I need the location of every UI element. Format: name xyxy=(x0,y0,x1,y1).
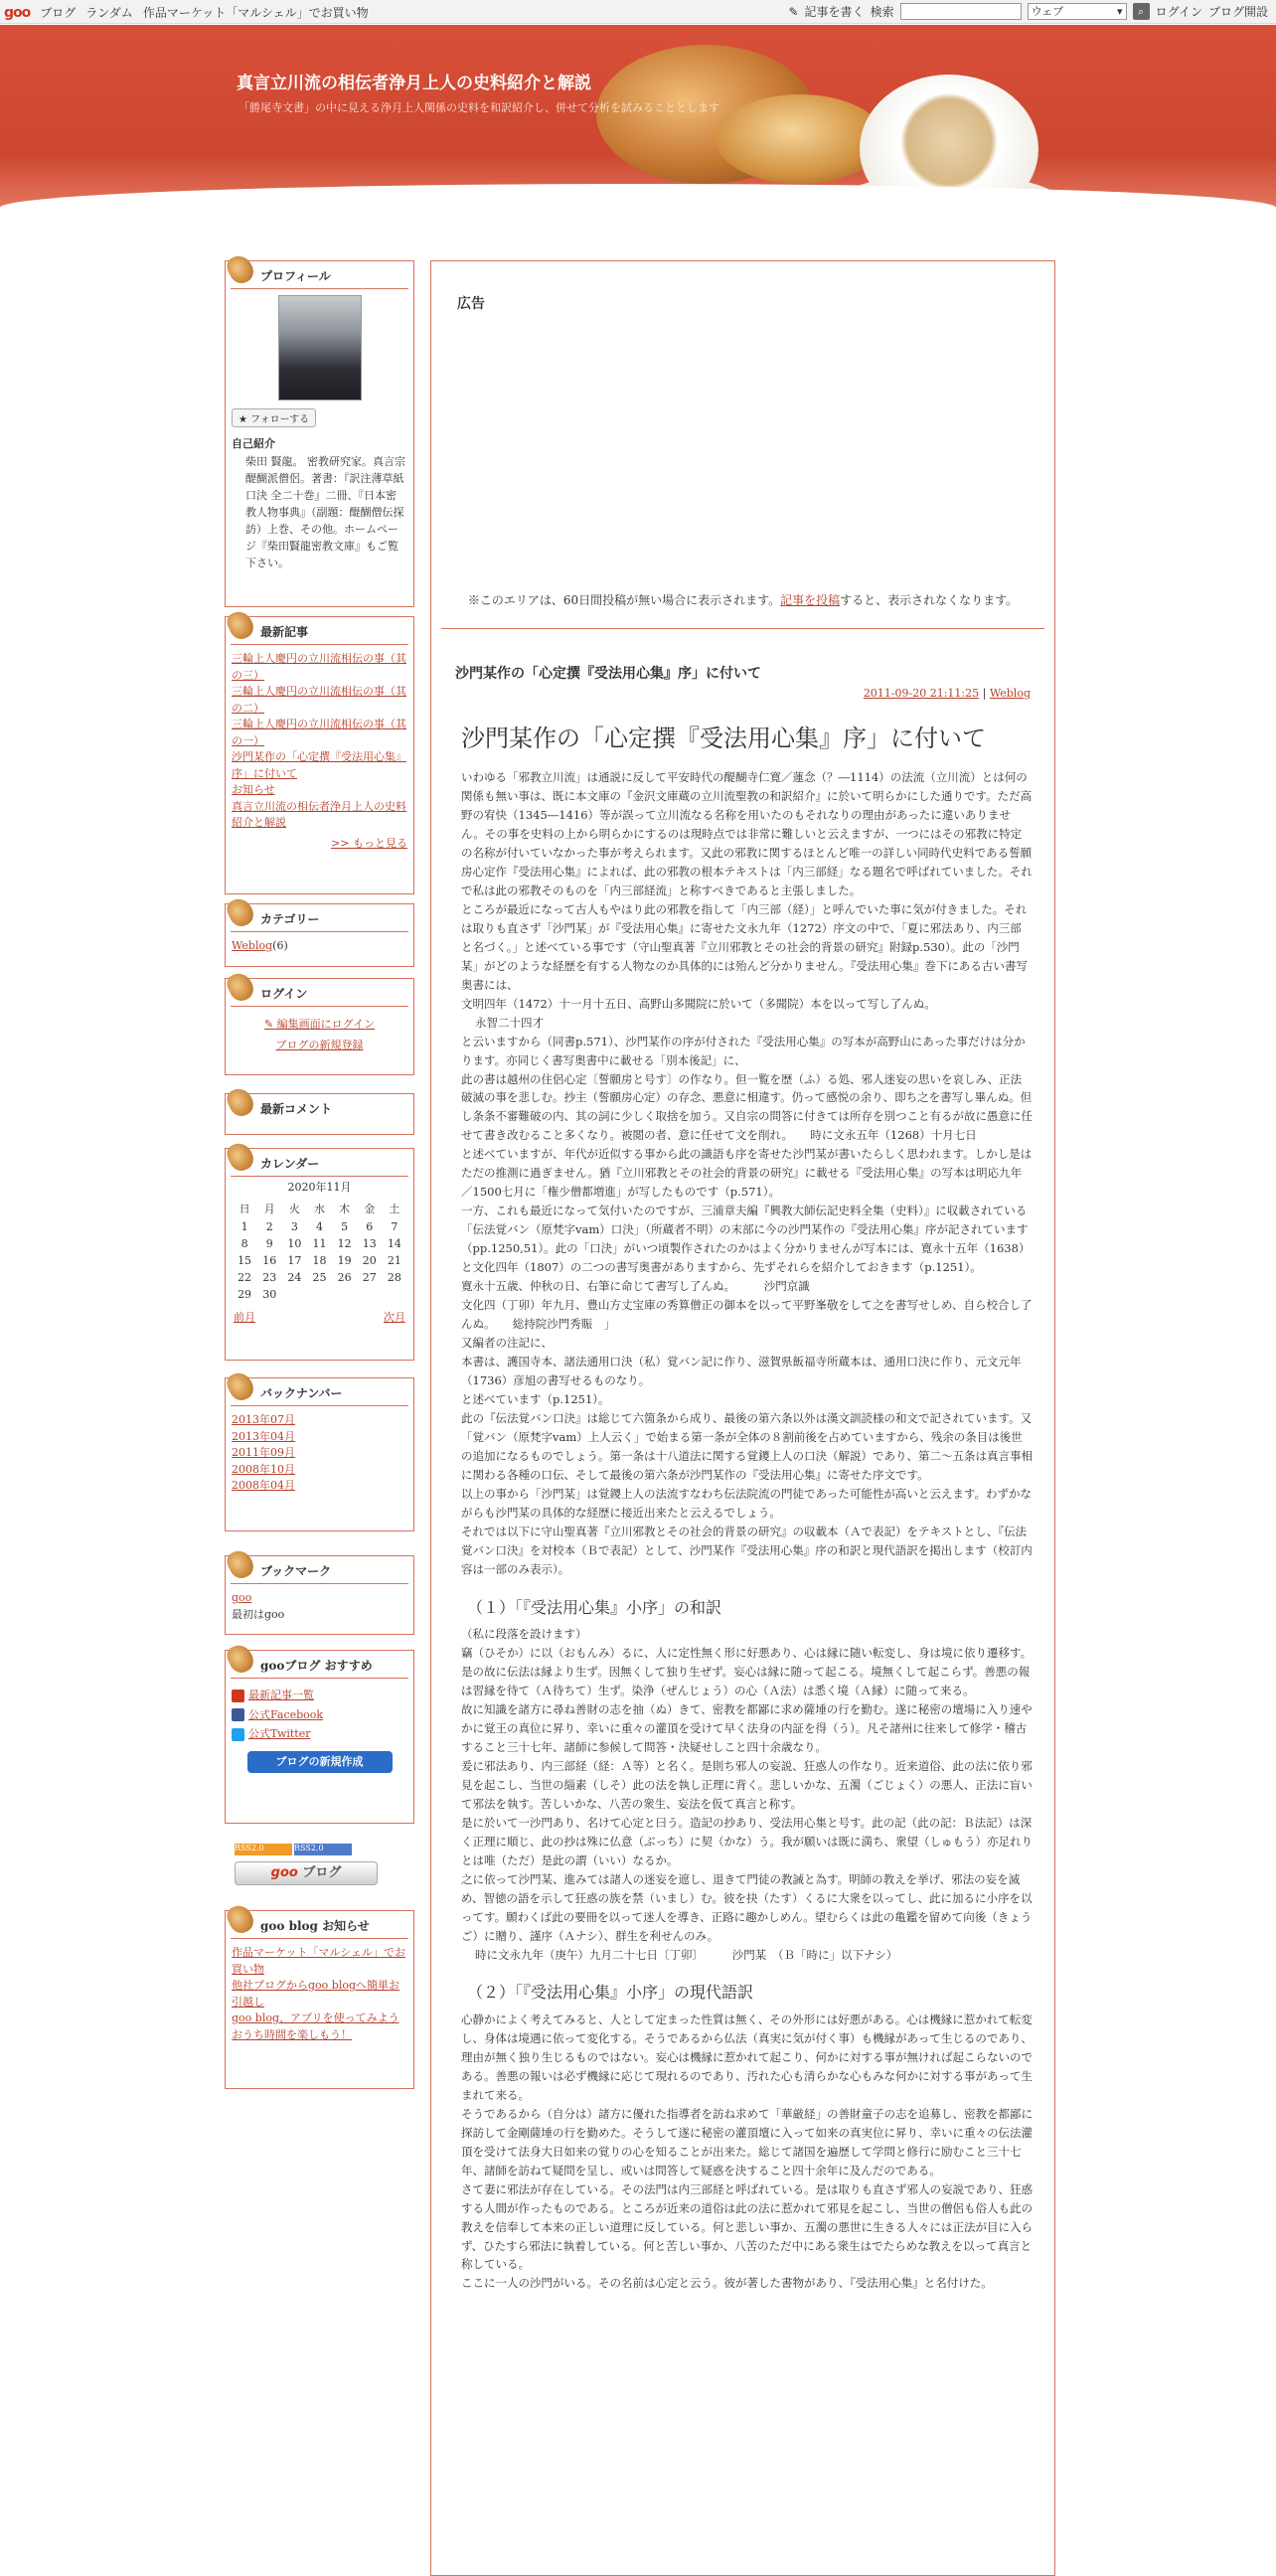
paragraph: いわゆる「邪教立川流」は通説に反して平安時代の醍醐寺仁寛／蓮念（？―1114）の法流（立川流）とは何の関係も無い事は、既に本文庫の『金沢文庫蔵の立川流聖教の和訳紹介』に於いて明らかにした通りです。ただ高野の宥快（1345―1416）等が誤って立川流なる名称を用いたのもそれなりの理由があったに違いありません。その事を史料の上から明らかにするのは現時点では非常に難しいと云えますが、一つにはその邪教に特定の名称が付いていなかった事が考えられます。又此の邪教に関するほとんど唯一の詳しい同時代史料である誓願房心定作『受法用心集』によれば、此の邪教の根本テキストは「内三部経」なる題名で呼ばれていました。それで私は此の邪教そのものを「内三部経流」と称すべきであると主張しました。 xyxy=(461,770,1033,897)
goo-logo[interactable]: goo xyxy=(4,4,31,21)
blog-description: 「勝尾寺文書」の中に見える浄月上人関係の史料を和訳紹介し、併せて分析を試みることとします xyxy=(239,101,719,114)
recent-post-link[interactable]: 沙門某作の「心定撰『受法用心集』序」に付いて xyxy=(232,750,406,780)
paragraph: ところが最近になって古人もやはり此の邪教を指して「内三部（経）」と呼んでいた事に気が付きました。それは取りも直さず「沙門某」が『受法用心集』に寄せた文永九年（1272）序文の中で、「夏に邪法あり、内三部と名づく。」と述べている事です（守山聖真著『立川邪教とその社会的背景の研究』附録p.530）。此の「沙門某」がどのような経歴を有する人物なのか具体的には殆んど分かりません。『受法用心集』巻下にある古い書写奥書には、 xyxy=(461,901,1028,992)
paragraph: そうであるから（自分は）諸方に優れた指導者を訪ね求めて「華厳経」の善財童子の志を追募し、密教を都鄙に探訪して金剛薩埵の行を勤めた。そうして遂に秘密の灌頂壇に入って如来の真実位に昇り、幸いに重々の伝法灌頂を受けて法身大日如来の覚りの心を知ることが出来た。総じて諸国を遍歴して学問と修行に励むこと三十七年、諸師を訪ねて疑問を呈し、或いは問答して疑惑を決すること四十余年に及んだのである。 xyxy=(461,2106,1033,2177)
post-article-link[interactable]: 記事を投稿 xyxy=(780,593,841,607)
weekday: 土 xyxy=(389,1203,400,1215)
calendar-day xyxy=(382,1286,406,1303)
bread-icon xyxy=(224,251,257,287)
category-widget xyxy=(225,903,414,967)
profile-photo[interactable] xyxy=(278,295,362,401)
search-icon: ⌕ xyxy=(1137,5,1145,18)
backnumber-link[interactable]: 2013年07月 xyxy=(232,1413,295,1426)
paragraph: 之に依って沙門某、進みては諸人の迷妄を遮し、退きて門徒の教誡と為す。明師の教えを挙げ、邪法の妄を滅め、智徳の語を示して狂惑の族を禁（いまし）む。彼を抉（たす）くるに大衆を以ってし、此に加るに小序を以ってす。願わくば此の要冊を以って迷人を導き、正路に趣かしめん。望むらくは此の亀鑑を留めて向後（きょうご）に贈り、謹序（Ａナシ）、群生を利せんのみ。 xyxy=(461,1871,1033,1943)
paragraph: 故に知識を諸方に尋ね善財の志を抽（ぬ）きて、密教を都鄙に求め薩埵の行を勤む。遂に秘密の壇場に入り速やかに覚王の真位に昇り、幸いに重々の灌頂を受けて早く法身の内証を得（う）。凡そ諸州に往来して修学・稽古すること三十七年、諸師に参候して問答・決疑せしこと四十余歳なり。 xyxy=(461,1701,1033,1754)
calendar-next-link[interactable]: 次月 xyxy=(384,1311,405,1324)
calendar-day: 13 xyxy=(362,1237,377,1250)
main-content xyxy=(430,260,1055,2576)
calendar-day: 20 xyxy=(362,1254,377,1267)
calendar-day: 18 xyxy=(312,1254,327,1267)
section-heading: （１）「『受法用心集』小序」の和訳 xyxy=(467,1597,722,1617)
search-button[interactable] xyxy=(1133,3,1150,20)
profile-widget xyxy=(225,260,414,607)
ad-area xyxy=(441,271,1044,629)
weekday: 月 xyxy=(263,1203,275,1215)
paragraph: 寛永十五歳、仲秋の日、右筆に命じて書写し了んぬ。 沙門京識 xyxy=(461,1279,810,1294)
info-link[interactable]: goo blog、アプリを使ってみよう xyxy=(232,2012,399,2024)
rss-badge[interactable]: RSS2.0 xyxy=(235,1844,292,1855)
widget-heading: 最新コメント xyxy=(231,1094,408,1121)
news-icon xyxy=(232,1690,244,1702)
weekday: 水 xyxy=(313,1203,325,1215)
paragraph: 文明四年（1472）十一月十五日、高野山多聞院に於いて（多聞院）本を以って写し了んぬ。 xyxy=(461,996,936,1011)
header-bread-image-2 xyxy=(716,94,884,184)
section-heading: （２）「『受法用心集』小序」の現代語訳 xyxy=(467,1983,754,2003)
info-link[interactable]: 他社ブログからgoo blogへ簡単お引越し xyxy=(232,1979,400,2009)
recent-post-link[interactable]: お知らせ xyxy=(232,783,275,796)
calendar-weekdays xyxy=(233,1199,407,1218)
backnumber-link[interactable]: 2013年04月 xyxy=(232,1429,295,1443)
header-wave xyxy=(0,184,1276,209)
calendar-day: 2 xyxy=(265,1220,273,1233)
topbar-link-blog[interactable]: ブログ xyxy=(40,6,77,20)
category-link[interactable]: Weblog(6) xyxy=(232,939,288,952)
calendar-widget xyxy=(225,1148,414,1361)
calendar-day: 15 xyxy=(238,1254,252,1267)
paragraph: と述べています（p.1251）。 xyxy=(461,1391,610,1406)
bread-icon xyxy=(224,1368,257,1404)
calendar-day: 8 xyxy=(240,1237,248,1250)
login-widget xyxy=(225,978,414,1075)
calendar-prev-link[interactable]: 前月 xyxy=(234,1311,255,1324)
calendar-week xyxy=(233,1235,407,1252)
calendar-week xyxy=(233,1286,407,1303)
info-link[interactable]: おうち時間を楽しもう！ xyxy=(232,2027,352,2041)
widget-heading: プロフィール xyxy=(231,261,408,289)
calendar-day: 24 xyxy=(287,1271,302,1284)
latest-articles-link[interactable]: 最新記事一覧 xyxy=(248,1689,314,1701)
paragraph: 心静かによく考えてみると、人として定まった性質は無く、その外形には好悪がある。心は機縁に惹かれて転変し、身体は境遇に依って変化する。そうであるから仏法（真実に気が付く事）も機縁があって生じるのであり、理由が無く独り生じるものではない。妄心は機縁に惹かれて起こり、何かに対する事が無ければ起こらないのである。善悪の報いは必ず機縁に応じて現れるのであり、汚れた心も清らかな心もみな何かに対する事があって生まれて来る。 xyxy=(461,2012,1033,2102)
follow-button[interactable]: ★ フォローする xyxy=(232,408,316,427)
edit-login-link[interactable]: ✎ 編集画面にログイン xyxy=(263,1018,376,1031)
intro-text: 柴田 賢龍。 密教研究家。真言宗醍醐派僧侶。著書：『訳注薄草紙口決 全二十巻』二冊、『日本密教人物事典』（副題：醍醐僧伝探訪）上巻、その他。ホームページ『柴田賢龍密教文庫』もご覧下さい。 xyxy=(245,455,405,570)
goo-blog-badge[interactable]: goo ブログ xyxy=(235,1861,378,1885)
open-blog-link[interactable]: ブログ開設 xyxy=(1207,5,1268,19)
paragraph: 本書は、護国寺本、諸法通用口決（私）覚バン記に作り、滋賀県飯福寺所蔵本は、通用口決に作り、元文元年（1736）彦旭の書写せるものなり。 xyxy=(461,1355,1022,1387)
paragraph: 時に文永九年（庚午）九月二十七日〔丁卯〕 沙門某 （Ｂ「時に」以下ナシ） xyxy=(475,1947,898,1962)
top-bar xyxy=(0,0,1276,24)
calendar-table xyxy=(233,1199,407,1303)
paragraph: と述べていますが、年代が近似する事から此の識語も序を寄せた沙門某が書いたらしく思われます。しかし是はただの推測に過ぎません。猶『立川邪教とその社会的背景の研究』に載せる『受法用心集』の写本は明応九年／1500七月に「権少僧都増進」が写したものです（p.571）。 xyxy=(461,1147,1033,1200)
pencil-icon: ✎ xyxy=(263,1018,277,1031)
badges xyxy=(235,1844,394,1891)
recent-post-link[interactable]: 三輪上人慶円の立川流相伝の事（其の一） xyxy=(232,718,406,747)
calendar-day: 19 xyxy=(337,1254,352,1267)
topbar-link-random[interactable]: ランダム xyxy=(85,6,133,20)
calendar-day: 5 xyxy=(341,1220,349,1233)
goo-info-widget xyxy=(225,1910,414,2089)
bookmark-widget xyxy=(225,1555,414,1635)
search-scope-select[interactable]: ウェブ ▾ xyxy=(1028,3,1127,20)
widget-heading: goo blog お知らせ xyxy=(231,1911,408,1939)
entry-meta: 2011-09-20 21:11:25 | Weblog xyxy=(863,687,1031,700)
widget-heading: バックナンバー xyxy=(231,1378,408,1406)
weekday: 日 xyxy=(239,1203,250,1215)
recent-posts-widget xyxy=(225,616,414,894)
weekday: 火 xyxy=(288,1203,300,1215)
calendar-day: 6 xyxy=(366,1220,374,1233)
calendar-day: 16 xyxy=(262,1254,277,1267)
paragraph: 又編者の注記に、 xyxy=(461,1336,553,1351)
paragraph: と云いますから（同書p.571）、沙門某作の序が付された『受法用心集』の写本が高野山にあった事だけは分かります。亦同じく書写奥書中に載せる「別本後記」に、 xyxy=(461,1034,1026,1067)
calendar-day: 7 xyxy=(391,1220,399,1233)
paragraph: さて妻に邪法が存在している。その法門は内三部経と呼ばれている。是は取りも直さず邪人の妄説であり、狂惑する人間が作ったものである。ところが近来の道俗は此の法に惹かれて邪見を起こし、当世の僧侶も俗人も此の教えを信奉して本来の正しい道理に反している。何と悲しい事か、五濁の悪世に生きる人々には正法が目に入らず、ひたすら邪法に執着している。何と苦しい事か、八苦のただ中にある衆生はでたらめな教えを以って真言と称している。 xyxy=(461,2181,1033,2272)
paragraph: 此の『伝法覚バン口決』は総じて六箇条から成り、最後の第六条以外は漢文訓読様の和文で記されています。又「覚バン（原梵字vam）上人云く」で始まる第一条が全体の８割前後を占めていますから、残余の条目は後世の追加になるものでしょう。第一条は十八道法に関する覚鑁上人の口決（解説）であり、第二～五条は真言事相に関わる各種の口伝、そして最後の第六条が沙門某作の『受法用心集』に寄せた序文です。 xyxy=(461,1410,1033,1482)
calendar-week xyxy=(233,1269,407,1286)
calendar-day: 21 xyxy=(387,1254,401,1267)
widget-heading: gooブログ おすすめ xyxy=(231,1651,408,1679)
star-icon: ★ xyxy=(239,414,247,425)
entry-body xyxy=(461,768,1033,2293)
recent-comments-widget xyxy=(225,1093,414,1135)
widget-heading: 最新記事 xyxy=(231,617,408,645)
topbar-link-market[interactable]: 作品マーケット「マルシェル」でお買い物 xyxy=(142,6,369,20)
blog-title[interactable]: 真言立川流の相伝者浄月上人の史料紹介と解説 xyxy=(237,74,591,93)
search-input[interactable] xyxy=(900,3,1022,20)
paragraph: （私に段落を設けます） xyxy=(461,1627,587,1642)
entry-heading: 沙門某作の「心定撰『受法用心集』序」に付いて xyxy=(461,724,986,752)
paragraph: 爰に邪法あり、内三部経（経：Ａ等）と名く。是則ち邪人の妄説、狂惑人の作なり。近来道俗、此の法に依り邪見を起こし、当世の緇素（しそ）此の法を執し正理に背く。悲しいかな、五濁（ごじょく）の悪人、正法に盲いて邪法を執す。苦しいかな、八苦の衆生、妄法を仮て真言と称す。 xyxy=(461,1758,1033,1811)
calendar-caption: 2020年11月 xyxy=(287,1181,352,1194)
calendar-day: 29 xyxy=(238,1288,252,1301)
bread-icon xyxy=(224,969,257,1005)
calendar-day: 9 xyxy=(265,1237,273,1250)
calendar-week xyxy=(233,1218,407,1235)
bread-icon xyxy=(224,1901,257,1937)
backnumber-link[interactable]: 2008年04月 xyxy=(232,1479,295,1492)
recommend-item xyxy=(232,1726,407,1743)
calendar-day: 4 xyxy=(315,1220,323,1233)
paragraph: ここに一人の沙門がいる。その名前は心定と云う。彼が著した書物があり、『受法用心集』と名付けた。 xyxy=(461,2276,993,2291)
widget-heading: ブックマーク xyxy=(231,1556,408,1584)
calendar-day: 22 xyxy=(238,1271,252,1284)
paragraph: 永智二十四才 xyxy=(475,1015,544,1030)
twitter-icon xyxy=(232,1728,244,1741)
facebook-icon xyxy=(232,1708,244,1721)
recent-post-link[interactable]: 真言立川流の相伝者浄月上人の史料紹介と解説 xyxy=(232,799,406,829)
intro-heading: 自己紹介 xyxy=(232,437,275,450)
paragraph: 是に於いて一沙門あり、名けて心定と曰う。造記の抄あり、受法用心集と号す。此の記（此の記：Ｂ法記）は深く正理に順じ、此の抄は殊に仏意（ぶっち）に契（かな）う。我が願いは既に満ち、衆望（しゅもう）亦足れりとは唯（ただ）是此の謂（いい）なるか。 xyxy=(461,1815,1033,1867)
backnumber-link[interactable]: 2011年09月 xyxy=(232,1446,295,1459)
bookmark-description: 最初はgoo xyxy=(232,1607,285,1621)
calendar-day: 12 xyxy=(337,1237,352,1250)
ad-title: 広告 xyxy=(457,296,485,312)
calendar-day: 11 xyxy=(312,1237,327,1250)
recent-post-link[interactable]: 三輪上人慶円の立川流相伝の事（其の三） xyxy=(232,652,406,682)
new-blog-link[interactable]: ブログの新規登録 xyxy=(275,1038,364,1051)
widget-heading: ログイン xyxy=(231,979,408,1007)
widget-heading: カレンダー xyxy=(231,1149,408,1177)
calendar-day: 27 xyxy=(362,1271,377,1284)
calendar-day: 10 xyxy=(287,1237,302,1250)
calendar-day xyxy=(357,1286,382,1303)
paragraph: それでは以下に守山聖真著『立川邪教とその社会的背景の研究』の収載本（Ａで表記）をテキストとし、『伝法覚バン口決』を対校本（Ｂで表記）として、沙門某作『受法用心集』序の和訳と現代語訳を掲出します（校訂内容は一部のみ表示）。 xyxy=(461,1524,1033,1576)
bread-icon xyxy=(224,894,257,930)
bread-icon xyxy=(224,607,257,643)
category-count: (6) xyxy=(272,939,288,952)
calendar-day: 3 xyxy=(290,1220,298,1233)
recommend-item xyxy=(232,1707,407,1724)
calendar-day xyxy=(307,1286,332,1303)
facebook-link[interactable]: 公式Facebook xyxy=(248,1707,324,1721)
calendar-day: 17 xyxy=(287,1254,302,1267)
calendar-day: 30 xyxy=(262,1288,277,1301)
calendar-day: 14 xyxy=(387,1237,401,1250)
entry-datetime-link[interactable]: 2011-09-20 21:11:25 xyxy=(863,687,980,700)
create-blog-button[interactable]: ブログの新規作成 xyxy=(247,1751,393,1774)
paragraph: 以上の事から「沙門某」は覚鑁上人の法流すなわち伝法院流の門徒であった可能性が高いと云えます。わずかながらも沙門某の具体的な経歴に接近出来たと云えるでしょう。 xyxy=(461,1486,1032,1520)
bread-icon xyxy=(224,1139,257,1175)
calendar-day: 26 xyxy=(337,1271,352,1284)
calendar-day xyxy=(282,1286,307,1303)
bread-icon xyxy=(224,1546,257,1582)
blog-header xyxy=(0,25,1276,209)
more-posts-link[interactable]: >> もっと見る xyxy=(331,836,407,850)
entry-category-link[interactable]: Weblog xyxy=(989,687,1031,700)
weekday: 金 xyxy=(364,1203,376,1215)
goo-recommend-widget xyxy=(225,1650,414,1824)
twitter-link[interactable]: 公式Twitter xyxy=(248,1727,311,1740)
write-article-link[interactable]: 記事を書く xyxy=(804,5,865,19)
rss-badge-2[interactable]: RSS2.0 xyxy=(294,1844,352,1855)
paragraph: 此の書は越州の住侶心定〔誓願房と号す〕の作なり。但一覧を歴（ふ）る処、邪人迷妄の思いを哀しみ、正法破滅の事を悲しむ。抄主（誓願房心定）の存念、悪意に相違す。仍って感悦の余り、即ち之を書写し畢んぬ。但し条条不審難破の内、其の詞に少しく取捨を加う。又自宗の問答に付きては所存を別つこと有るが故に愚意に任せて書き改むること多くなり。被閲の者、意に任せて文を削れ。 時に文永五年（1268）十月七日 xyxy=(461,1071,1033,1143)
calendar-week xyxy=(233,1252,407,1269)
ad-note: ※このエリアは、60日間投稿が無い場合に表示されます。記事を投稿すると、表示されなくなります。 xyxy=(467,593,1019,607)
backnumber-link[interactable]: 2008年10月 xyxy=(232,1462,295,1476)
calendar-day: 28 xyxy=(387,1271,401,1284)
bread-icon xyxy=(224,1084,257,1120)
calendar-day: 25 xyxy=(312,1271,327,1284)
entry-title[interactable]: 沙門某作の「心定撰『受法用心集』序」に付いて xyxy=(455,666,761,682)
weekday: 木 xyxy=(339,1203,351,1215)
info-link[interactable]: 作品マーケット「マルシェル」でお買い物 xyxy=(232,1946,405,1976)
calendar-day: 1 xyxy=(240,1220,248,1233)
widget-heading: カテゴリー xyxy=(231,904,408,932)
calendar-day xyxy=(332,1286,357,1303)
bread-icon xyxy=(224,1641,257,1677)
bookmark-link[interactable]: goo xyxy=(232,1591,252,1604)
login-link[interactable]: ログイン xyxy=(1155,5,1202,19)
pencil-icon: ✎ xyxy=(788,4,799,19)
paragraph: 竊（ひそか）に以（おもんみ）るに、人に定性無く形に好悪あり、心は縁に随い転変し、身は境に依り遷移す。是の故に伝法は縁より生ず。因無くして独り生ぜず。妄心は縁に随って起こる。境無くして起こらず。善悪の報は習縁を待て（Ａ待ちて）生ず。染浄（ぜんじょう）の心（Ａ法）は悉く境（Ａ縁）に随って来る。 xyxy=(461,1646,1033,1697)
paragraph: 一方、これも最近になって気付いたのですが、三浦章夫編『興教大師伝記史料全集（史料）』に収載されている「伝法覚バン（原梵字vam）口決」（所蔵者不明）の末部に今の沙門某作の『受法用心集』序が記されています（pp.1250,51）。此の「口決」がいつ頃製作されたのかはよく分かりませんが写本には、寛永十五年（1638）と文化四年（1807）の二つの書写奥書がありますから、先ずそれらを紹介しておきます（p.1251）。 xyxy=(461,1204,1031,1275)
recent-post-link[interactable]: 三輪上人慶円の立川流相伝の事（其の二） xyxy=(232,685,406,715)
search-label: 検索 xyxy=(870,5,894,19)
recommend-item xyxy=(232,1688,407,1704)
backnumber-widget xyxy=(225,1377,414,1531)
paragraph: 文化四（丁卯）年九月、豊山方丈宝庫の秀算僧正の御本を以って平野峯敬をして之を書写せしめ、自ら校合し了んぬ。 総持院沙門秀賑 」 xyxy=(461,1298,1033,1332)
calendar-day: 23 xyxy=(262,1271,277,1284)
